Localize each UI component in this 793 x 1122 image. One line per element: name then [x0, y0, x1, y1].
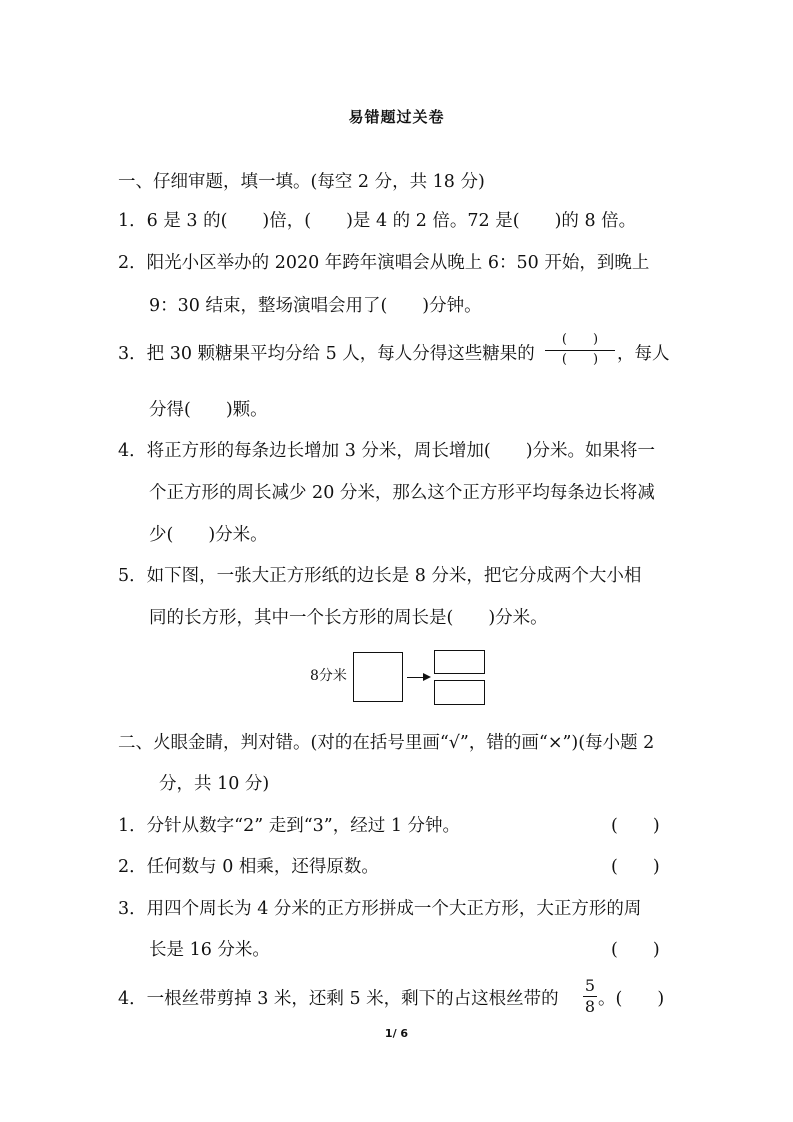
page-title: 易错题过关卷	[348, 108, 445, 126]
s1-question-3-fraction	[545, 333, 615, 367]
s2-question-3-answer-blank: ( )	[611, 940, 660, 960]
s1-question-4-line-1: 4．将正方形的每条边长增加 3 分米，周长增加( )分米。如果将一	[118, 441, 656, 461]
s1-question-5-line-2: 同的长方形，其中一个长方形的周长是( )分米。	[149, 608, 548, 628]
section-2-heading-line-1: 二、火眼金睛，判对错。(对的在括号里画“√”，错的画“×”)(每小题 2	[118, 733, 655, 753]
s1-question-3-line-2: 分得( )颗。	[149, 400, 268, 420]
s1-question-2-line-1: 2．阳光小区举办的 2020 年跨年演唱会从晚上 6：50 开始，到晚上	[118, 253, 650, 273]
s1-question-4-line-2: 个正方形的周长减少 20 分米，那么这个正方形平均每条边长将减	[149, 483, 655, 503]
s2-question-4-end: 。( )	[598, 989, 665, 1009]
section-2-heading-line-2: 分，共 10 分)	[159, 774, 270, 794]
page-number: 1/ 6	[384, 1027, 409, 1040]
figure-large-square	[353, 652, 403, 702]
fraction-numerator: ( )	[561, 332, 599, 347]
figure-rectangle-top	[434, 650, 485, 674]
arrow-right-icon	[423, 673, 431, 681]
figure-rectangle-bottom	[434, 680, 485, 705]
s2-question-2-answer-blank: ( )	[611, 857, 660, 877]
s2-question-1: 1．分针从数字“2” 走到“3”，经过 1 分钟。	[118, 816, 461, 836]
section-1-heading: 一、仔细审题，填一填。(每空 2 分，共 18 分)	[118, 172, 485, 192]
fraction-bar	[545, 350, 615, 351]
fraction-denominator: ( )	[561, 352, 599, 367]
figure-side-label: 8分米	[310, 668, 347, 684]
s1-question-3-line-1: 3．把 30 颗糖果平均分给 5 人，每人分得这些糖果的	[118, 344, 535, 364]
s2-question-4-fraction	[583, 977, 597, 1016]
s2-question-3-line-1: 3．用四个周长为 4 分米的正方形拼成一个大正方形，大正方形的周	[118, 899, 642, 919]
s1-question-3-line-1-end: ，每人	[617, 344, 670, 364]
fraction-numerator: 5	[584, 976, 596, 995]
s2-question-4: 4．一根丝带剪掉 3 米，还剩 5 米，剩下的占这根丝带的	[118, 989, 559, 1009]
s1-question-5-line-1: 5．如下图，一张大正方形纸的边长是 8 分米，把它分成两个大小相	[118, 566, 642, 586]
s1-question-2-line-2: 9：30 结束，整场演唱会用了( )分钟。	[149, 296, 482, 316]
s2-question-3-line-2: 长是 16 分米。	[149, 940, 270, 960]
s2-question-1-answer-blank: ( )	[611, 816, 660, 836]
s1-question-1: 1．6 是 3 的( )倍，( )是 4 的 2 倍。72 是( )的 8 倍。	[118, 211, 637, 231]
s1-question-4-line-3: 少( )分米。	[149, 525, 268, 545]
s2-question-2: 2．任何数与 0 相乘，还得原数。	[118, 857, 379, 877]
fraction-denominator: 8	[584, 997, 596, 1016]
